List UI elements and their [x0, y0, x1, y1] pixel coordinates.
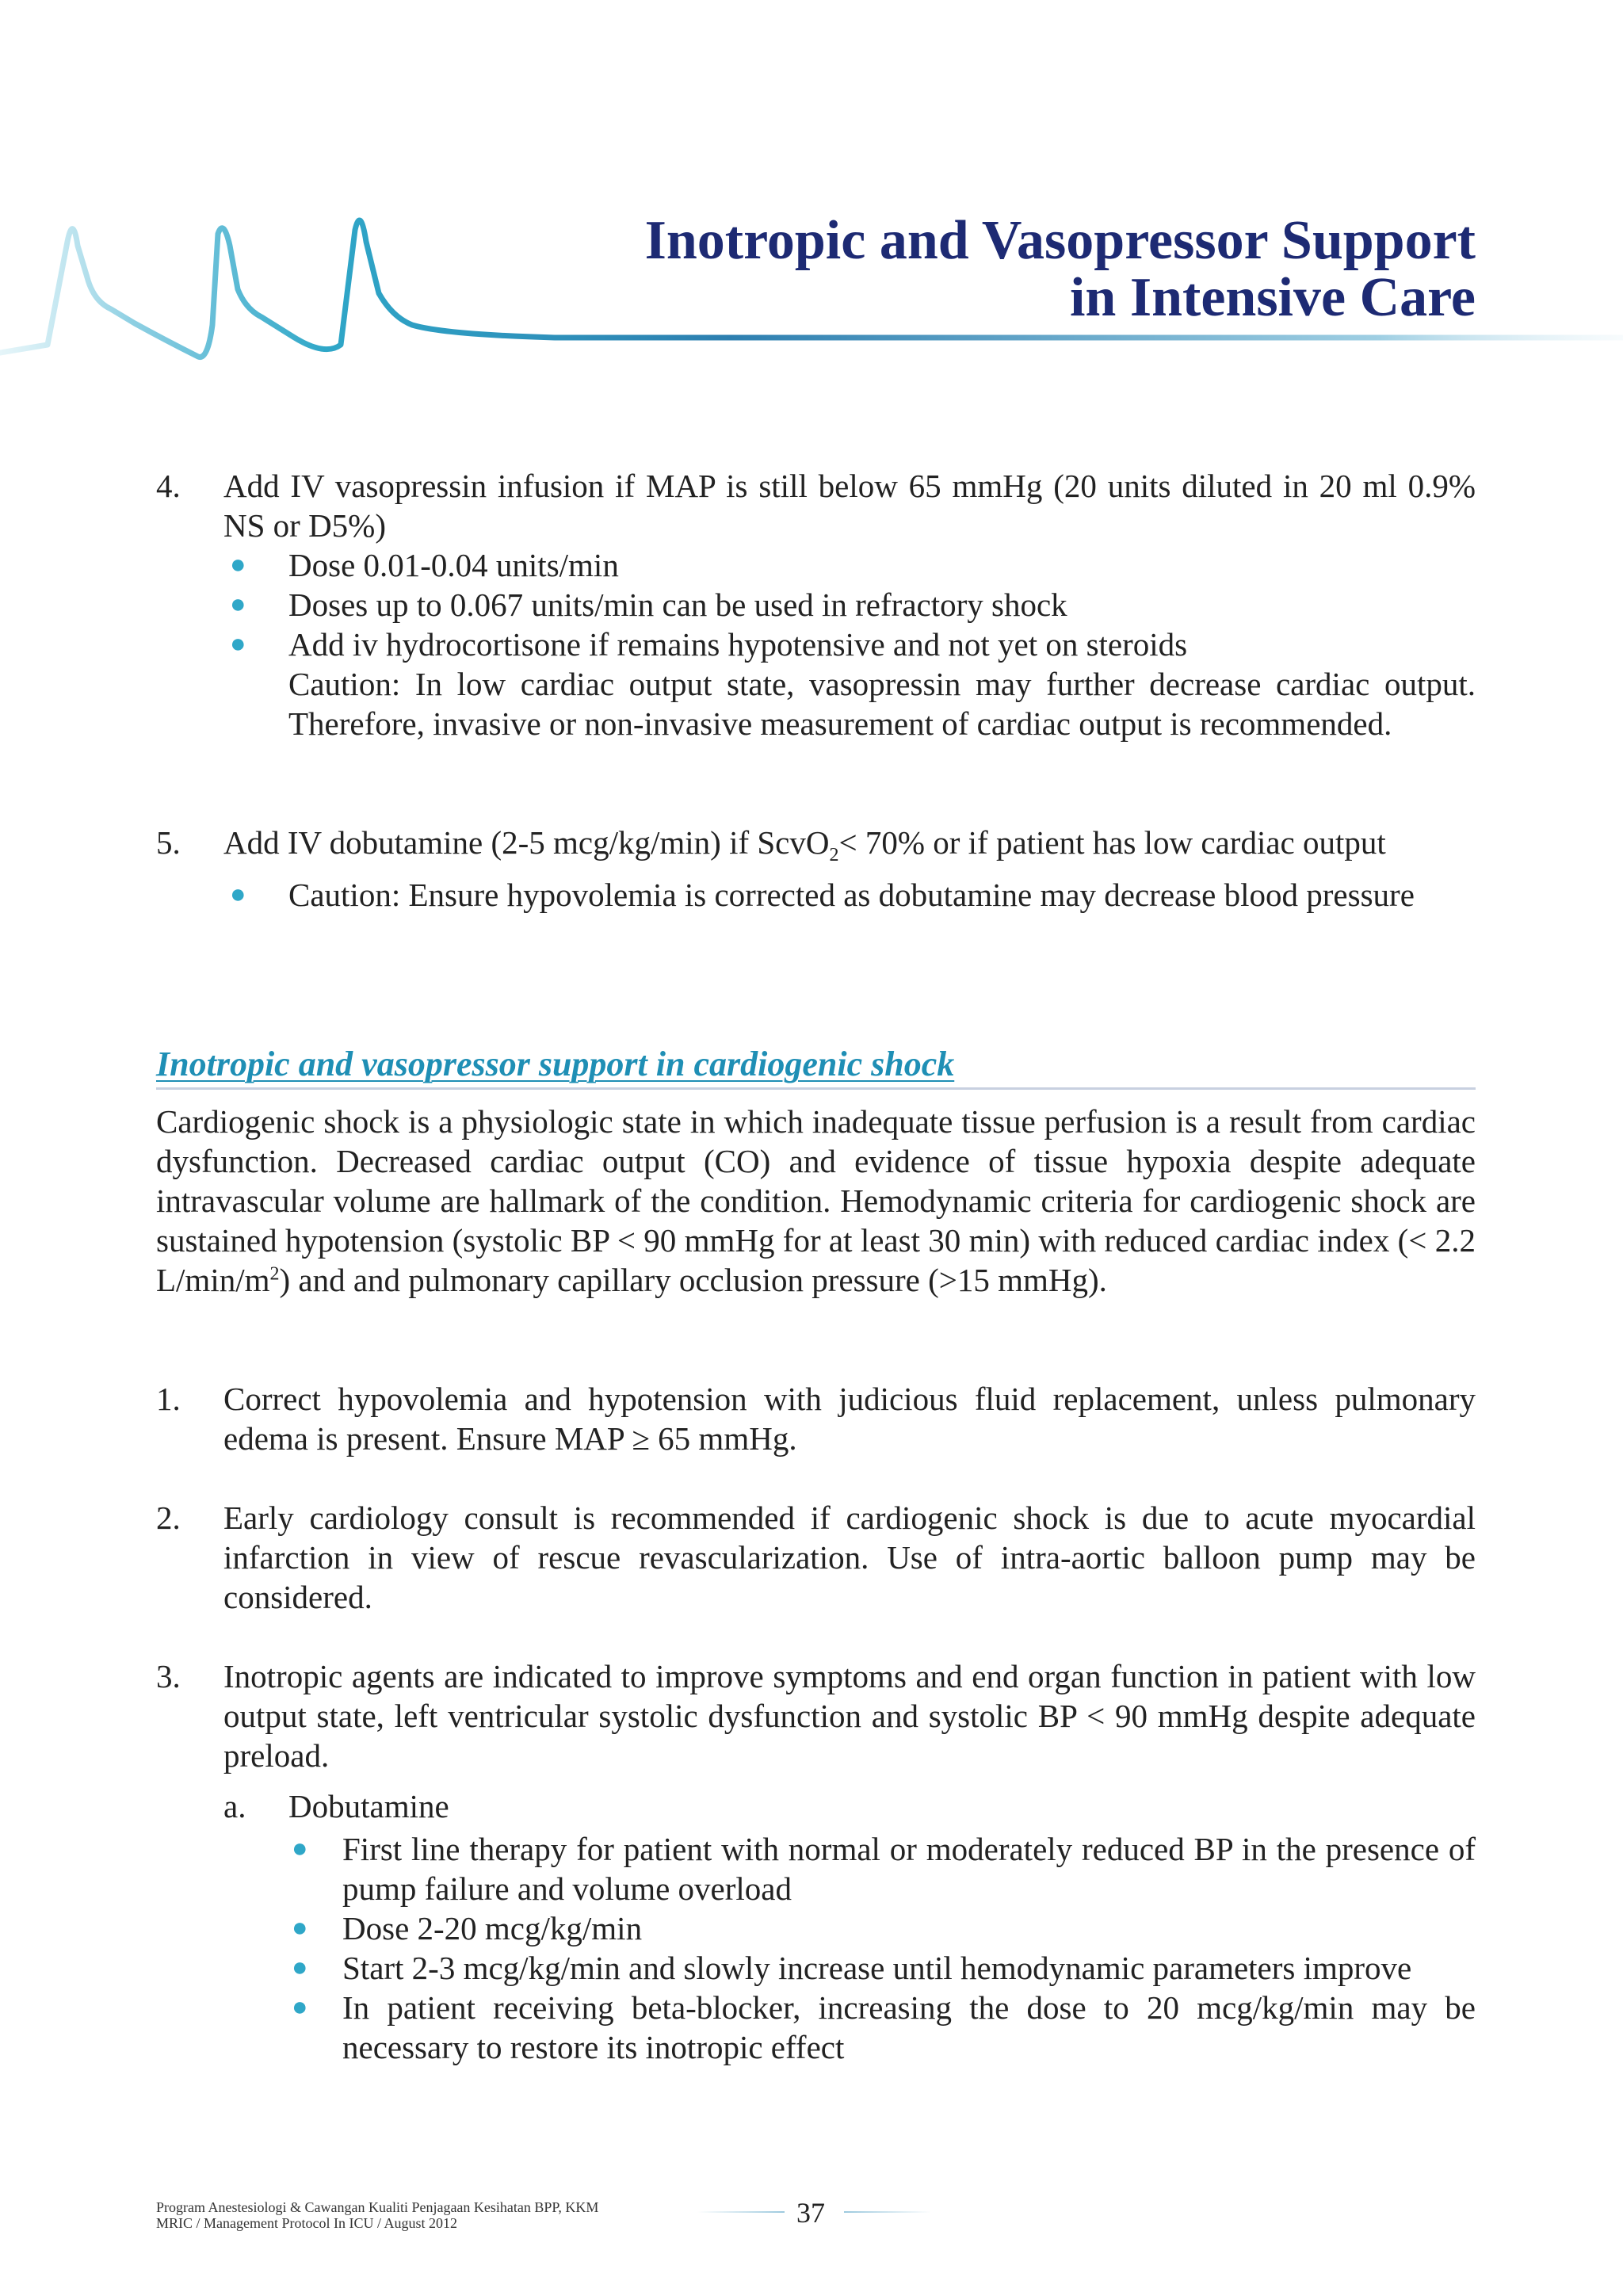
section-paragraph: Cardiogenic shock is a physiologic state in which inadequate tissue perfusion is a result from cardiac dysfunction. Decreased cardiac output (CO) and evidence of tissue hypoxia despite adequate intravascular volume are hallmark of the condition. Hemodynamic criteria for cardiogenic shock are sustained hypotension (systolic BP < 90 mmHg for at least 30 min) with reduced cardiac index (< 2.2 $L/\min/m^2$) and and pulmonary capillary occlusion pressure (>15 mmHg).: [156, 1103, 1476, 1298]
list-number: 4.: [156, 468, 181, 504]
bullet-item: ● Caution: Ensure hypovolemia is corrected as dobutamine may decrease blood pressure: [230, 877, 1415, 914]
bullet-item: ● In patient receiving beta-blocker, increasing the dose to 20 mcg/kg/min may be necessary to restore its inotropic effect: [292, 1989, 1476, 2065]
list-item-text: Correct hypovolemia and hypotension with judicious fluid replacement, unless pulmonary edema is present. Ensure MAP ≥ 65 mmHg.: [223, 1381, 1476, 1457]
bullet-list: [223, 545, 1476, 664]
caution-note: Caution: In low cardiac output state, vasopressin may further decrease cardiac output. Therefore, invasive or non-invasive measurement of cardiac output is recommended.: [288, 666, 1476, 742]
bullet-dot-icon: ●: [292, 1953, 308, 1982]
page-number: 37: [796, 2197, 825, 2229]
sub-list-letter: a.: [223, 1788, 246, 1824]
page-title-line2: in Intensive Care: [1069, 267, 1476, 328]
bullet-item: ● First line therapy for patient with normal or moderately reduced BP in the presence of pump failure and volume overload: [292, 1831, 1476, 1907]
section-divider: [156, 1087, 1476, 1090]
list-item-text: Inotropic agents are indicated to improve symptoms and end organ function in patient with low output state, left ventricular systolic dysfunction and systolic BP < 90 mmHg despite adequate preload.: [223, 1658, 1476, 1774]
bullet-list: [288, 1829, 1476, 2067]
bullet-item: ● Start 2-3 mcg/kg/min and slowly increase until hemodynamic parameters improve: [292, 1950, 1412, 1986]
bullet-item: ● Dose 2-20 mcg/kg/min: [292, 1910, 643, 1946]
bullet-dot-icon: ●: [292, 1992, 308, 2022]
bullet-item: ● Add iv hydrocortisone if remains hypotensive and not yet on steroids: [230, 626, 1188, 663]
bullet-dot-icon: ●: [230, 550, 246, 579]
bullet-item: ● Doses up to 0.067 units/min can be used in refractory shock: [230, 586, 1067, 623]
footer-text: [156, 2199, 598, 2231]
list-number: 2.: [156, 1499, 181, 1536]
page-title-line1: Inotropic and Vasopressor Support: [644, 210, 1476, 271]
sub-list-title: Dobutamine: [288, 1788, 449, 1824]
list-item: [156, 1379, 1476, 1458]
list-item: [156, 1498, 1476, 1617]
list-number: 5.: [156, 824, 181, 861]
bullet-dot-icon: ●: [292, 1834, 308, 1863]
bullet-dot-icon: ●: [230, 880, 246, 910]
list-number: 3.: [156, 1658, 181, 1694]
footer-line2: MRIC / Management Protocol In ICU / August 2012: [156, 2215, 457, 2231]
bullet-dot-icon: ●: [230, 629, 246, 659]
list-item-text: Add IV vasopressin infusion if MAP is still below 65 mmHg (20 units diluted in 20 ml 0.9% NS or D5%): [223, 468, 1476, 544]
footer-line1: Program Anestesiologi & Cawangan Kualiti Penjagaan Kesihatan BPP, KKM: [156, 2199, 599, 2215]
list-item: [156, 1656, 1476, 2067]
section-heading: Inotropic and vasopressor support in cardiogenic shock: [156, 1045, 955, 1083]
list-number: 1.: [156, 1381, 181, 1417]
bullet-dot-icon: ●: [230, 590, 246, 619]
bullet-dot-icon: ●: [292, 1913, 308, 1943]
page-number-rule-right: [844, 2211, 931, 2213]
page-number-rule-left: [697, 2211, 785, 2213]
page-title: [645, 212, 1476, 327]
bullet-item: ● Dose 0.01-0.04 units/min: [230, 547, 619, 583]
list-item-text: Early cardiology consult is recommended if cardiogenic shock is due to acute myocardial infarction in view of rescue revascularization. Use of intra-aortic balloon pump may be considered.: [223, 1499, 1476, 1615]
bullet-list: [223, 875, 1476, 915]
sub-list: [223, 1786, 1476, 2067]
list-item-text: Add IV dobutamine (2-5 mcg/kg/min) if ScvO$_2$< 70% or if patient has low cardiac output: [223, 824, 1386, 866]
list-item: [156, 466, 1476, 743]
list-item: [156, 823, 1476, 915]
